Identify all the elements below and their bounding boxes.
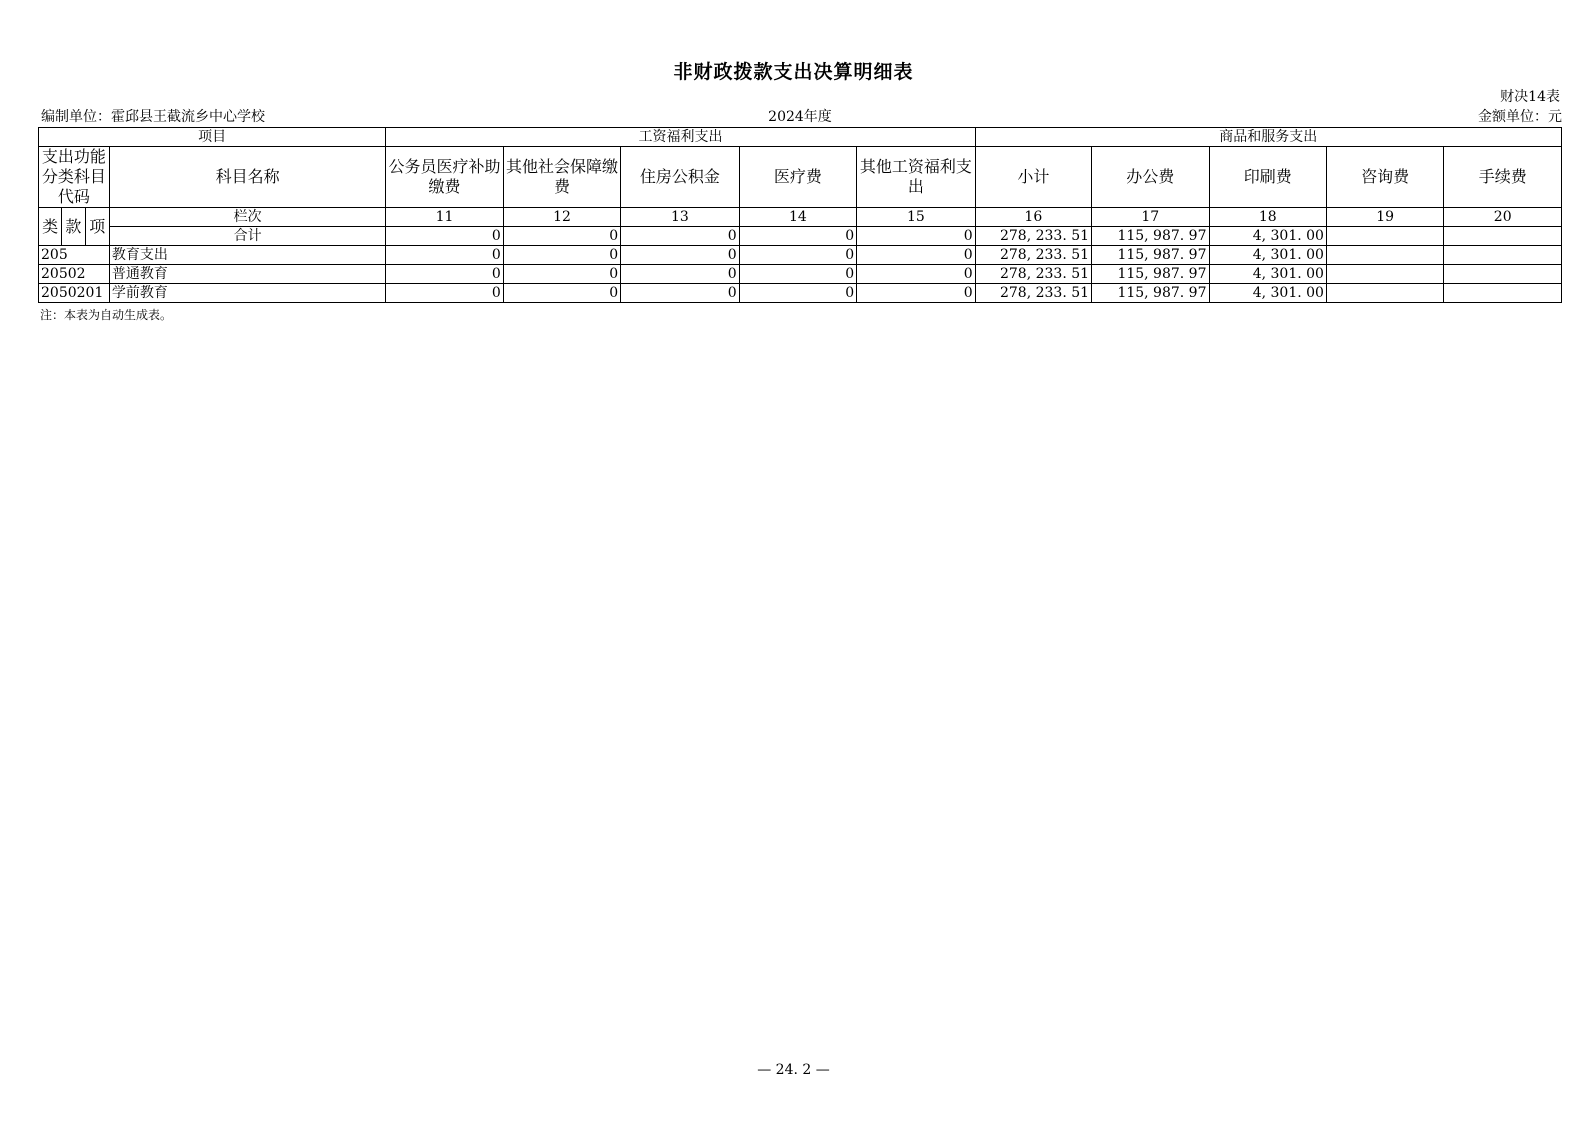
table-cell [1326, 227, 1443, 246]
subject-code: 2050201 [39, 284, 110, 303]
page-number: — 24. 2 — [757, 1062, 830, 1078]
header-project: 项目 [39, 128, 386, 147]
header-col-18: 印刷费 [1209, 147, 1326, 208]
table-cell [1326, 265, 1443, 284]
subject-name: 学前教育 [109, 284, 385, 303]
column-number: 17 [1092, 208, 1209, 227]
table-cell: 278, 233. 51 [975, 227, 1091, 246]
header-group-row [39, 128, 1562, 147]
subject-code: 205 [39, 246, 110, 265]
form-number: 财决14表 [1500, 89, 1560, 105]
header-column-row [39, 147, 1562, 208]
fiscal-year: 2024年度 [768, 109, 832, 125]
table-cell: 0 [621, 227, 739, 246]
table-cell: 278, 233. 51 [975, 284, 1091, 303]
column-number: 20 [1444, 208, 1562, 227]
header-col-20: 手续费 [1444, 147, 1562, 208]
column-index-row [39, 208, 1562, 227]
compiling-unit: 编制单位：霍邱县王截流乡中心学校 [41, 109, 265, 125]
header-xiang: 项 [85, 208, 109, 246]
column-number: 13 [621, 208, 739, 227]
table-cell: 115, 987. 97 [1092, 284, 1209, 303]
table-cell: 0 [739, 227, 856, 246]
table-cell: 0 [503, 227, 620, 246]
table-cell: 4, 301. 00 [1209, 284, 1326, 303]
table-cell: 0 [739, 265, 856, 284]
header-col-16: 小计 [975, 147, 1091, 208]
header-kuan: 款 [62, 208, 85, 246]
page-title: 非财政拨款支出决算明细表 [673, 61, 914, 83]
table-cell [1444, 246, 1562, 265]
table-cell: 0 [386, 246, 503, 265]
table-cell [1444, 265, 1562, 284]
table-cell: 0 [386, 227, 503, 246]
table-cell: 0 [621, 284, 739, 303]
header-subject-name: 科目名称 [109, 147, 385, 208]
table-cell [1326, 284, 1443, 303]
header-col-15: 其他工资福利支出 [857, 147, 975, 208]
column-number: 14 [739, 208, 856, 227]
meta-row [38, 106, 1562, 126]
table-row [39, 265, 1562, 284]
table-cell: 0 [621, 246, 739, 265]
table-cell: 115, 987. 97 [1092, 227, 1209, 246]
column-number: 15 [857, 208, 975, 227]
table-note: 注：本表为自动生成表。 [40, 308, 173, 322]
header-lei: 类 [39, 208, 62, 246]
table-cell: 0 [503, 265, 620, 284]
table-cell: 0 [386, 284, 503, 303]
table-cell: 0 [739, 284, 856, 303]
header-goods-group: 商品和服务支出 [975, 128, 1561, 147]
table-cell: 0 [503, 246, 620, 265]
table-cell: 0 [386, 265, 503, 284]
header-col-14: 医疗费 [739, 147, 856, 208]
table-cell: 0 [857, 246, 975, 265]
table-cell: 0 [857, 284, 975, 303]
header-col-19: 咨询费 [1326, 147, 1443, 208]
column-number: 19 [1326, 208, 1443, 227]
header-col-17: 办公费 [1092, 147, 1209, 208]
table-cell: 115, 987. 97 [1092, 265, 1209, 284]
table-cell [1444, 227, 1562, 246]
table-cell: 4, 301. 00 [1209, 265, 1326, 284]
column-number: 16 [975, 208, 1091, 227]
subject-code: 20502 [39, 265, 110, 284]
table-cell: 278, 233. 51 [975, 265, 1091, 284]
table-cell: 0 [739, 246, 856, 265]
subject-name: 教育支出 [109, 246, 385, 265]
column-number: 11 [386, 208, 503, 227]
table-cell: 4, 301. 00 [1209, 246, 1326, 265]
table-cell: 0 [621, 265, 739, 284]
column-index-label: 栏次 [109, 208, 385, 227]
table-row [39, 246, 1562, 265]
total-row [39, 227, 1562, 246]
total-label: 合计 [109, 227, 385, 246]
table-cell: 0 [857, 227, 975, 246]
header-col-12: 其他社会保障缴费 [503, 147, 620, 208]
table-row [39, 284, 1562, 303]
header-function-code: 支出功能分类科目代码 [39, 147, 110, 208]
money-unit: 金额单位：元 [1478, 109, 1562, 125]
column-number: 12 [503, 208, 620, 227]
table-cell: 115, 987. 97 [1092, 246, 1209, 265]
subject-name: 普通教育 [109, 265, 385, 284]
table-cell: 4, 301. 00 [1209, 227, 1326, 246]
table-cell: 278, 233. 51 [975, 246, 1091, 265]
table-cell [1326, 246, 1443, 265]
table-cell: 0 [503, 284, 620, 303]
header-wage-group: 工资福利支出 [386, 128, 975, 147]
header-col-13: 住房公积金 [621, 147, 739, 208]
table-cell [1444, 284, 1562, 303]
expenditure-table [38, 127, 1562, 303]
table-cell: 0 [857, 265, 975, 284]
header-col-11: 公务员医疗补助缴费 [386, 147, 503, 208]
column-number: 18 [1209, 208, 1326, 227]
